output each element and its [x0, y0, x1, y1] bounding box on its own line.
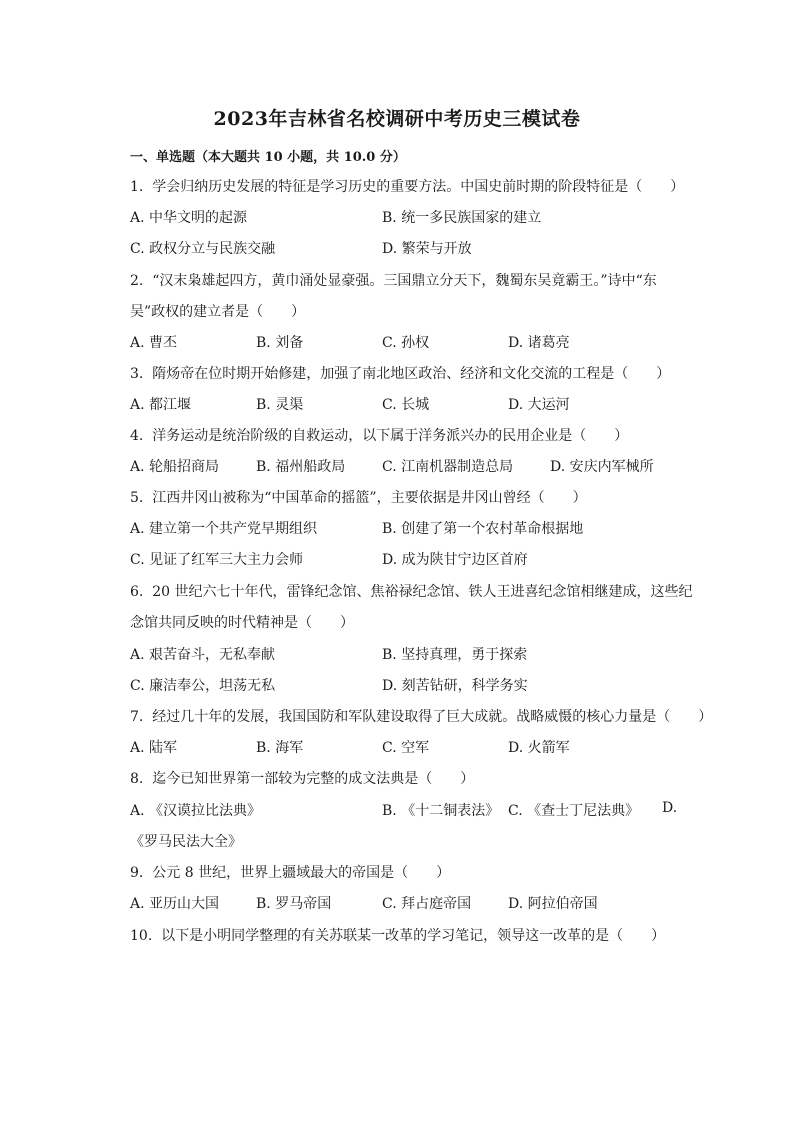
question-8 [130, 768, 474, 788]
option-d: D. 火箭军 [508, 740, 570, 756]
option-c: C. 《查士丁尼法典》 [508, 803, 640, 819]
option-c: C. 廉洁奉公，坦荡无私 [130, 678, 276, 694]
question-text: 隋炀帝在位时期开始修建，加强了南北地区政治、经济和文化交流的工程是（ ） [152, 366, 671, 382]
option-b: B. 刘备 [256, 335, 304, 351]
question-number: 7. [130, 709, 144, 725]
question-2 [130, 270, 657, 290]
page-title: 2023年吉林省名校调研中考历史三模试卷 [213, 108, 581, 130]
question-number: 3. [130, 366, 144, 382]
option-a: A. 建立第一个共产党早期组织 [130, 521, 318, 537]
section-heading: 一、单选题（本大题共 10 小题，共 10.0 分） [130, 150, 406, 165]
question-text: 经过几十年的发展，我国国防和军队建设取得了巨大成就。战略威慑的核心力量是（ ） [152, 709, 713, 725]
option-a: A. 都江堰 [130, 397, 192, 413]
question-number: 5. [130, 490, 144, 506]
question-number: 9. [130, 865, 144, 881]
question-text: 20 世纪六七十年代，雷锋纪念馆、焦裕禄纪念馆、铁人王进喜纪念馆相继建成，这些纪 [152, 584, 693, 600]
question-3 [130, 363, 670, 383]
option-d: D. 诸葛亮 [508, 335, 570, 351]
option-d: D. 安庆内军械所 [550, 459, 654, 475]
option-a: A. 陆军 [130, 740, 178, 756]
option-c: C. 政权分立与民族交融 [130, 241, 276, 257]
option-d-text: 《罗马民法大全》 [130, 834, 242, 850]
question-text: 学会归纳历史发展的特征是学习历史的重要方法。中国史前时期的阶段特征是（ ） [152, 179, 685, 195]
option-d: D. 大运河 [508, 397, 570, 413]
question-number: 1. [130, 179, 144, 195]
question-text: 迄今已知世界第一部较为完整的成文法典是（ ） [152, 771, 475, 787]
question-9 [130, 862, 450, 882]
option-c: C. 孙权 [382, 335, 430, 351]
option-a: A. 中华文明的起源 [130, 210, 248, 226]
question-10 [130, 925, 665, 945]
question-text: 洋务运动是统治阶级的自救运动，以下属于洋务派兴办的民用企业是（ ） [152, 428, 629, 444]
option-b: B. 创建了第一个农村革命根据地 [382, 521, 584, 537]
question-text: “汉末枭雄起四方，黄巾涌处显豪强。三国鼎立分天下，魏蜀东吴竟霸王。”诗中“东 [152, 273, 657, 289]
option-c: C. 江南机器制造总局 [382, 459, 514, 475]
option-d: D. 刻苦钻研，科学务实 [382, 678, 528, 694]
question-5 [130, 487, 587, 507]
option-d: D. 繁荣与开放 [382, 241, 472, 257]
option-b: B. 罗马帝国 [256, 896, 332, 912]
option-b: B. 灵渠 [256, 397, 304, 413]
question-number: 4. [130, 428, 144, 444]
question-number: 10. [130, 928, 153, 944]
option-b: B. 福州船政局 [256, 459, 346, 475]
question-6-cont: 念馆共同反映的时代精神是（ ） [130, 615, 354, 631]
option-d-label: D. [662, 800, 678, 816]
question-1 [130, 176, 684, 196]
option-c: C. 拜占庭帝国 [382, 896, 472, 912]
question-number: 6. [130, 584, 144, 600]
question-7 [130, 706, 712, 726]
question-2-cont: 吴”政权的建立者是（ ） [130, 304, 306, 320]
question-text: 公元 8 世纪，世界上疆域最大的帝国是（ ） [152, 865, 451, 881]
option-b: B. 坚持真理，勇于探索 [382, 647, 528, 663]
question-text: 江西井冈山被称为“中国革命的摇篮”，主要依据是井冈山曾经（ ） [152, 490, 587, 506]
option-a: A. 《汉谟拉比法典》 [130, 803, 262, 819]
option-a: A. 艰苦奋斗，无私奉献 [130, 647, 276, 663]
question-text: 以下是小明同学整理的有关苏联某一改革的学习笔记，领导这一改革的是（ ） [161, 928, 666, 944]
option-c: C. 见证了红军三大主力会师 [130, 552, 304, 568]
question-6 [130, 581, 693, 601]
option-d: D. 成为陕甘宁边区首府 [382, 552, 528, 568]
option-b: B. 统一多民族国家的建立 [382, 210, 542, 226]
option-a: A. 亚历山大国 [130, 896, 220, 912]
option-a: A. 轮船招商局 [130, 459, 220, 475]
question-number: 2. [130, 273, 144, 289]
option-c: C. 长城 [382, 397, 430, 413]
option-b: B. 海军 [256, 740, 304, 756]
question-4 [130, 425, 628, 445]
option-d: D. 阿拉伯帝国 [508, 896, 598, 912]
option-a: A. 曹丕 [130, 335, 178, 351]
option-c: C. 空军 [382, 740, 430, 756]
option-b: B. 《十二铜表法》 [382, 803, 500, 819]
question-number: 8. [130, 771, 144, 787]
